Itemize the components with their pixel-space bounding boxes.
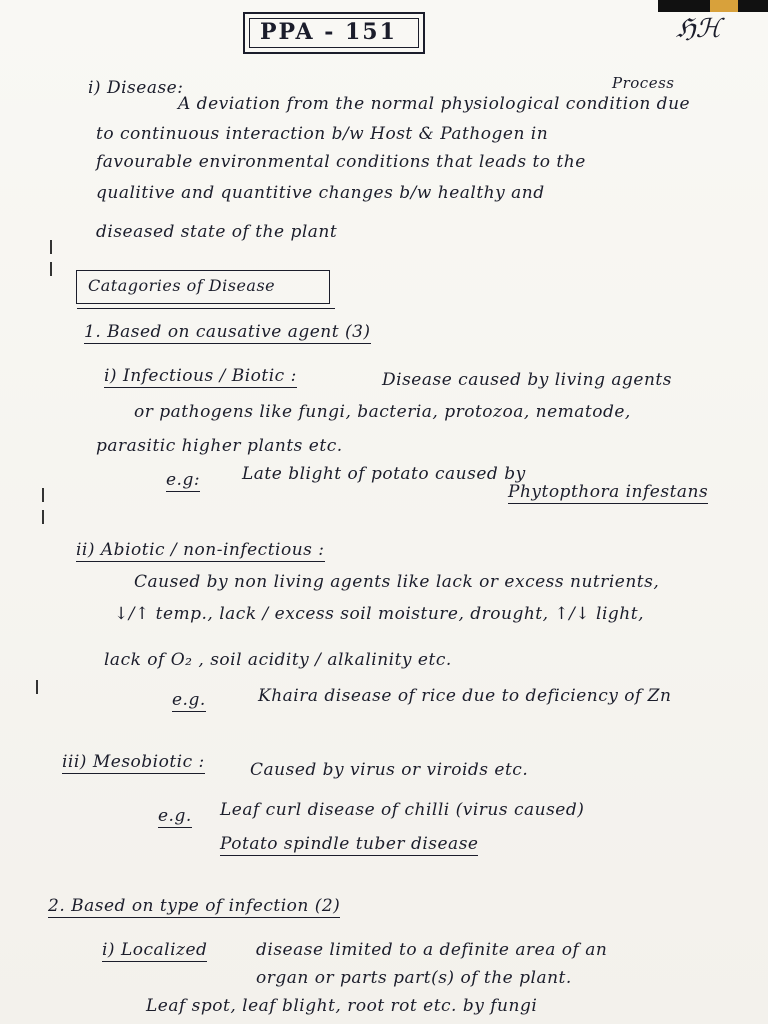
mesobiotic-heading [62,752,205,772]
abiotic-line-3: lack of O₂ , soil acidity / alkalinity etc. [104,650,452,670]
disease-line-4: qualitive and quantitive changes b/w healthy and [96,183,545,203]
infectious-line-2: or pathogens like fungi, bacteria, protozoa, nematode, [134,402,631,422]
mesobiotic-eg-label: e.g. [158,806,192,826]
based-on-agent-heading [84,322,371,342]
infectious-line-3: parasitic higher plants etc. [96,436,343,456]
based-on-infection-label: 2. Based on type of infection (2) [48,896,341,916]
margin-mark [42,488,44,502]
mesobiotic-text: Caused by virus or viroids etc. [250,760,529,780]
mesobiotic-eg-line-2: Potato spindle tuber disease [220,834,479,854]
infectious-label: i) Infectious / Biotic : [104,366,297,386]
localized-label: i) Localized [102,940,208,960]
abiotic-eg-label: e.g. [172,690,206,710]
margin-mark [42,510,44,524]
infectious-heading [104,366,297,386]
page-corner-decoration [658,0,768,12]
based-on-infection-heading [48,896,340,916]
disease-line-1: A deviation from the normal physiological condition due [178,94,691,114]
disease-line-3: favourable environmental conditions that leads to the [96,152,586,172]
categories-heading: Catagories of Disease [88,276,276,295]
abiotic-label: ii) Abiotic / non-infectious : [76,540,325,560]
abiotic-line-1: Caused by non living agents like lack or excess nutrients, [134,572,660,592]
localized-line-3: Leaf spot, leaf blight, root rot etc. by fungi [146,996,538,1016]
page-title: PPA - 151 [260,19,397,45]
infectious-eg-text: Late blight of potato caused by [242,464,526,484]
disease-line-2: to continuous interaction b/w Host & Pathogen in [96,124,549,144]
infectious-eg-organism: Phytopthora infestans [508,482,709,502]
mesobiotic-eg-line-1: Leaf curl disease of chilli (virus caused) [220,800,585,820]
mesobiotic-label: iii) Mesobiotic : [62,752,205,772]
localized-heading [102,940,207,960]
margin-mark [50,262,52,276]
margin-mark [36,680,38,694]
based-on-agent-label: 1. Based on causative agent (3) [84,322,371,342]
disease-line-5: diseased state of the plant [96,222,338,242]
margin-mark [50,240,52,254]
infectious-eg-label: e.g: [166,470,201,490]
disease-label: i) Disease: [88,78,184,98]
process-note: Process [612,74,675,92]
signature-mark: ℌℋ [676,14,722,44]
abiotic-line-2: ↓/↑ temp., lack / excess soil moisture, drought, ↑/↓ light, [114,604,644,624]
localized-line-1: disease limited to a definite area of an [256,940,608,960]
localized-line-2: organ or parts part(s) of the plant. [256,968,572,988]
infectious-line-1: Disease caused by living agents [382,370,672,390]
abiotic-eg-text: Khaira disease of rice due to deficiency of Zn [258,686,672,706]
abiotic-heading [76,540,325,560]
